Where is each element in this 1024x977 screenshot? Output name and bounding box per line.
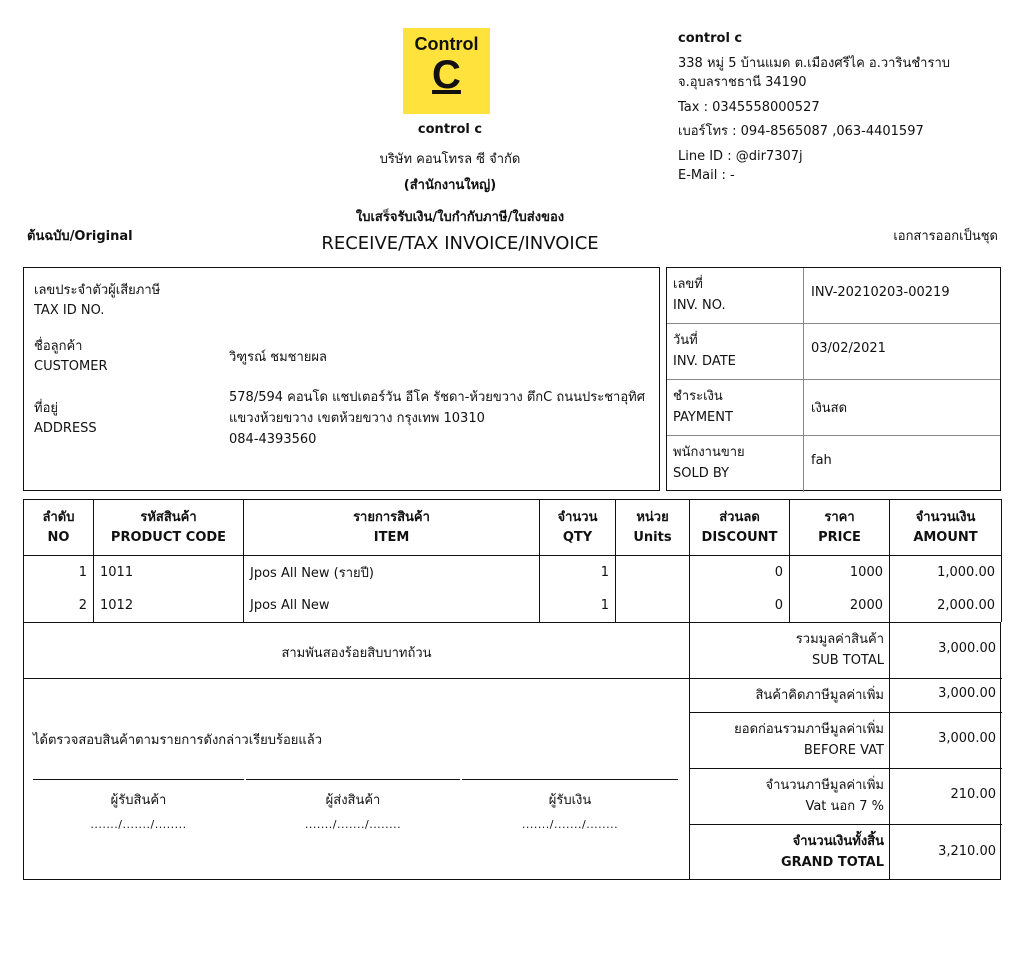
row-price: 1000 [790,556,890,589]
company-info-name: control c [678,31,743,46]
company-address-line2: จ.อุบลราชธานี 34190 [678,74,807,90]
document-title: RECEIVE/TAX INVOICE/INVOICE [321,233,599,254]
meta-row-inv-date [667,324,1000,380]
subtotal-value: 3,000.00 [938,641,996,656]
meta-row-sold-by [667,436,1000,492]
company-tax-id: Tax : 0345558000527 [678,99,820,115]
address-line3: 084-4393560 [229,432,317,447]
row-no: 2 [24,589,94,622]
company-full-name: บริษัท คอนโทรล ซี จำกัด [379,152,521,167]
vatable-value: 3,000.00 [938,686,996,701]
meta-label [673,386,733,428]
vat-row [689,769,1002,825]
company-address-line1: 338 หมู่ 5 บ้านแมด ต.เมืองศรีไค อ.วารินชำราบ [678,55,950,71]
branch-label: (สำนักงานใหญ่) [403,178,497,193]
before-vat-value: 3,000.00 [938,731,996,746]
before-vat-label [734,719,884,761]
row-price: 2000 [790,589,890,622]
grand-total-row [689,825,1002,879]
address-line2: แขวงห้วยขวาง เขตห้วยขวาง กรุงเทพ 10310 [229,411,485,426]
grand-total-label [781,831,884,873]
meta-label-en: PAYMENT [673,410,733,425]
company-info [678,30,1008,186]
vat-value: 210.00 [950,787,996,802]
grand-total-label-en: GRAND TOTAL [780,855,884,870]
meta-row-payment [667,380,1000,436]
meta-label-th: วันที่ [673,333,698,348]
meta-label [673,330,736,372]
sold-by: fah [811,453,832,468]
subtotal-label [796,629,884,671]
row-amount: 1,000.00 [890,556,1002,589]
copies-note: เอกสารออกเป็นชุด [893,229,998,244]
signature-deliverer [246,779,460,831]
company-short-name: control c [417,122,483,137]
signature-label: ผู้ส่งสินค้า [325,793,381,808]
column-header-code: รหัสสินค้า PRODUCT CODE [94,500,244,556]
subtotal-label-en: SUB TOTAL [811,653,884,668]
inspection-note: ได้ตรวจสอบสินค้าตามรายการดังกล่าวเรียบร้อยแล้ว [33,733,323,748]
row-item: Jpos All New [244,589,540,622]
document-title-thai: ใบเสร็จรับเงิน/ใบกำกับภาษี/ใบส่งของ [355,210,565,225]
column-header-amount: จำนวนเงิน AMOUNT [890,500,1002,556]
signature-date: ......./......./........ [90,818,187,831]
address-value [229,387,645,450]
items-table [23,499,1002,622]
subtotal-row [689,623,1002,679]
grand-total-value: 3,210.00 [938,844,996,859]
customer-label [34,337,107,377]
meta-label-th: ชำระเงิน [673,389,723,404]
vat-label [765,775,884,817]
invoice-number: INV-20210203-00219 [811,285,950,300]
customer-label-en: CUSTOMER [34,359,108,374]
meta-label [673,442,745,484]
meta-row-inv-no [667,268,1000,324]
meta-label-th: พนักงานขาย [673,445,745,460]
vat-label-en: Vat นอก 7 % [805,799,884,814]
tax-id-label-th: เลขประจำตัวผู้เสียภาษี [34,283,161,298]
row-no: 1 [24,556,94,589]
row-amount: 2,000.00 [890,589,1002,622]
column-header-qty: จำนวน QTY [540,500,616,556]
vatable-row [689,679,1002,713]
before-vat-label-th: ยอดก่อนรวมภาษีมูลค่าเพิ่ม [734,722,884,737]
table-header-row [24,500,1002,556]
company-email: E-Mail : - [678,168,735,184]
column-header-price: ราคา PRICE [790,500,890,556]
address-label-th: ที่อยู่ [34,401,58,416]
signature-date: ......./......./........ [521,818,619,831]
customer-box [23,267,660,491]
meta-label [673,274,726,316]
row-code: 1012 [94,589,244,622]
logo-text-top: Control [414,34,479,54]
table-row [24,589,1002,622]
before-vat-row [689,713,1002,769]
row-discount: 0 [690,589,790,622]
vat-label-th: จำนวนภาษีมูลค่าเพิ่ม [765,778,884,793]
invoice-date: 03/02/2021 [811,341,886,356]
logo-text-letter: C [432,53,461,97]
vatable-label: สินค้าคิดภาษีมูลค่าเพิ่ม [755,688,884,703]
column-header-units: หน่วย Units [616,500,690,556]
meta-label-en: INV. NO. [673,298,726,313]
column-header-no: ลำดับ NO [24,500,94,556]
address-label [34,399,97,439]
row-code: 1011 [94,556,244,589]
customer-name-value: วิฑูรณ์ ชมชายผล [229,350,327,365]
row-discount: 0 [690,556,790,589]
meta-label-th: เลขที่ [673,277,703,292]
original-label: ต้นฉบับ/Original [27,229,133,244]
address-line1: 578/594 คอนโด แชปเตอร์วัน อีโค รัชดา-ห้วยขวาง ตึกC ถนนประชาอุทิศ [229,390,645,405]
row-qty: 1 [540,589,616,622]
signature-receiver [33,779,244,831]
company-logo [403,28,490,114]
tax-id-label-en: TAX ID NO. [34,303,105,318]
meta-label-en: INV. DATE [673,354,736,369]
column-header-item: รายการสินค้า ITEM [244,500,540,556]
before-vat-label-en: BEFORE VAT [803,743,884,758]
meta-label-en: SOLD BY [673,466,730,481]
company-line-id: Line ID : @dir7307j [678,149,803,165]
tax-id-label [34,281,160,321]
summary-section [23,622,1001,880]
company-phone: เบอร์โทร : 094-8565087 ,063-4401597 [678,124,924,140]
row-item: Jpos All New (รายปี) [244,556,540,589]
row-unit [616,556,690,589]
customer-label-th: ชื่อลูกค้า [34,339,83,354]
signature-date: ......./......./........ [304,818,402,831]
signature-label: ผู้รับสินค้า [110,793,167,808]
row-qty: 1 [540,556,616,589]
signature-payee [462,779,678,831]
subtotal-label-th: รวมมูลค่าสินค้า [795,632,884,647]
column-header-discount: ส่วนลด DISCOUNT [690,500,790,556]
amount-in-words: สามพันสองร้อยสิบบาทถ้วน [281,646,432,661]
row-unit [616,589,690,622]
address-label-en: ADDRESS [34,421,97,436]
payment-method: เงินสด [811,401,848,416]
grand-total-label-th: จำนวนเงินทั้งสิ้น [792,834,884,849]
signature-label: ผู้รับเงิน [548,793,592,808]
table-row [24,556,1002,589]
invoice-meta-box [666,267,1001,491]
